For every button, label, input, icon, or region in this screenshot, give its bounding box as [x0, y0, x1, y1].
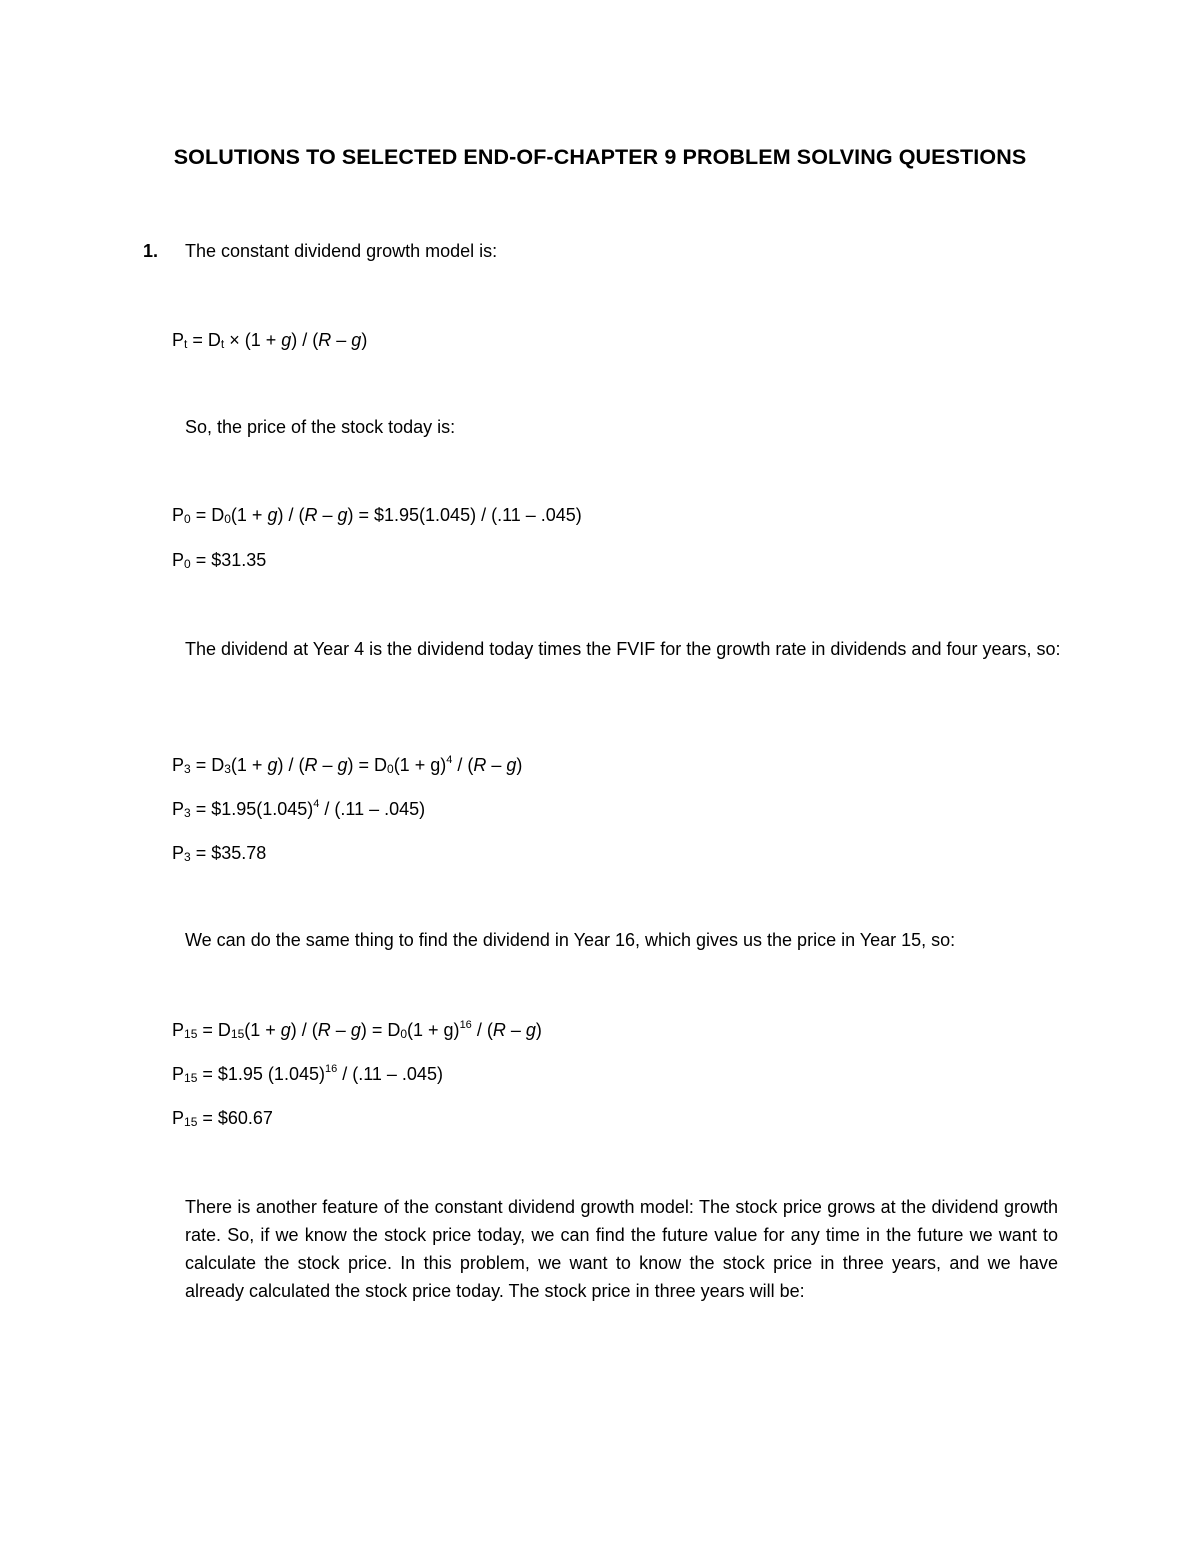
formula-exponent: 4 [313, 798, 320, 810]
formula-subscript: 0 [184, 512, 191, 526]
formula-text: ) = D [360, 1020, 401, 1040]
formula-text: ) = D [347, 755, 387, 775]
formula-text: ) / ( [290, 1020, 318, 1040]
question-number: 1. [143, 241, 159, 261]
formula-variable: g [267, 755, 278, 775]
formula-text: ) [535, 1020, 542, 1040]
formula-text: – [331, 330, 352, 350]
formula-symbol: P [172, 550, 185, 570]
formula-variable: g [337, 755, 348, 775]
year4-paragraph: The dividend at Year 4 is the dividend today times the FVIF for the growth rate in dividends and four years, so: [185, 639, 1061, 659]
p3-formula [172, 755, 522, 776]
formula-text: = $31.35 [190, 550, 267, 570]
p15-values [172, 1064, 443, 1085]
formula-subscript: 3 [184, 850, 191, 864]
formula-text: – [317, 755, 338, 775]
formula-variable: g [281, 330, 292, 350]
formula-text: – [330, 1020, 351, 1040]
formula-text: = $1.95(1.045) [190, 799, 314, 819]
formula-variable: g [337, 505, 348, 525]
formula-text: ) / ( [277, 755, 305, 775]
formula-subscript: 0 [400, 1027, 408, 1041]
formula-subscript: t [220, 337, 225, 351]
formula-text: = D [190, 505, 225, 525]
p0-formula [172, 505, 582, 526]
formula-symbol: P [172, 755, 185, 775]
formula-subscript: 0 [184, 557, 191, 571]
formula-text: ) / ( [291, 330, 319, 350]
formula-subscript: 3 [184, 762, 191, 776]
model-formula [172, 330, 367, 351]
formula-exponent: 4 [446, 754, 453, 766]
price-today-intro: So, the price of the stock today is: [185, 417, 456, 437]
formula-subscript: t [184, 337, 188, 351]
formula-variable: g [350, 1020, 361, 1040]
formula-symbol: P [172, 330, 185, 350]
formula-variable: g [351, 330, 362, 350]
document-title: SOLUTIONS TO SELECTED END-OF-CHAPTER 9 PROBLEM SOLVING QUESTIONS [173, 145, 1027, 169]
formula-symbol: P [172, 505, 185, 525]
formula-variable: R [304, 505, 318, 525]
formula-variable: R [317, 1020, 331, 1040]
formula-variable: R [492, 1020, 506, 1040]
p0-result [172, 550, 266, 571]
formula-text: × (1 + [224, 330, 282, 350]
formula-text: = D [187, 330, 221, 350]
formula-symbol: P [172, 1064, 185, 1084]
formula-text: ) [516, 755, 523, 775]
formula-variable: g [506, 755, 517, 775]
formula-variable: R [318, 330, 332, 350]
formula-text: – [505, 1020, 526, 1040]
formula-variable: g [280, 1020, 291, 1040]
formula-exponent: 16 [459, 1019, 472, 1031]
formula-text: = $35.78 [190, 843, 267, 863]
formula-variable: R [473, 755, 487, 775]
feature-paragraph: There is another feature of the constant dividend growth model: The stock price grows at the dividend growth rate. So, if we know the stock price today, we can find the future value for any time in the future we want to calculate the stock price. In this problem, we want to know the stock price in three years, and we have already calculated the stock price today. The stock price in three years will be: [185, 1197, 1058, 1301]
formula-subscript: 0 [387, 762, 394, 776]
formula-subscript: 3 [184, 806, 191, 820]
formula-text: (1 + g) [393, 755, 447, 775]
formula-subscript: 3 [224, 762, 231, 776]
p3-result [172, 843, 266, 864]
formula-subscript: 15 [184, 1115, 198, 1129]
formula-exponent: 16 [324, 1063, 338, 1075]
formula-variable: g [525, 1020, 536, 1040]
formula-text: (1 + [230, 755, 268, 775]
formula-text: – [486, 755, 507, 775]
formula-text: / ( [452, 755, 474, 775]
formula-text: = D [190, 755, 225, 775]
formula-text: ) / ( [277, 505, 305, 525]
formula-subscript: 15 [184, 1027, 198, 1041]
formula-text: / (.11 – .045) [337, 1064, 443, 1084]
formula-text: (1 + [230, 505, 268, 525]
p15-formula [172, 1020, 542, 1041]
formula-text: (1 + [244, 1020, 281, 1040]
p3-values [172, 799, 425, 820]
formula-text: ) = $1.95(1.045) / (.11 – .045) [347, 505, 582, 525]
year16-paragraph: We can do the same thing to find the dividend in Year 16, which gives us the price in Year 15, so: [185, 930, 956, 950]
formula-symbol: P [172, 799, 185, 819]
formula-subscript: 15 [184, 1071, 198, 1085]
p15-result [172, 1108, 273, 1129]
formula-text: / ( [471, 1020, 493, 1040]
formula-variable: R [304, 755, 318, 775]
formula-text: = $1.95 (1.045) [197, 1064, 325, 1084]
formula-subscript: 15 [230, 1027, 245, 1041]
formula-text: – [317, 505, 338, 525]
model-intro-text: The constant dividend growth model is: [185, 241, 498, 261]
formula-variable: g [267, 505, 278, 525]
formula-text: / (.11 – .045) [319, 799, 426, 819]
formula-text: = D [197, 1020, 231, 1040]
formula-text: = $60.67 [197, 1108, 273, 1128]
formula-text: (1 + g) [407, 1020, 460, 1040]
formula-text: ) [361, 330, 368, 350]
formula-symbol: P [172, 1020, 185, 1040]
formula-symbol: P [172, 1108, 185, 1128]
formula-subscript: 0 [224, 512, 231, 526]
formula-symbol: P [172, 843, 185, 863]
